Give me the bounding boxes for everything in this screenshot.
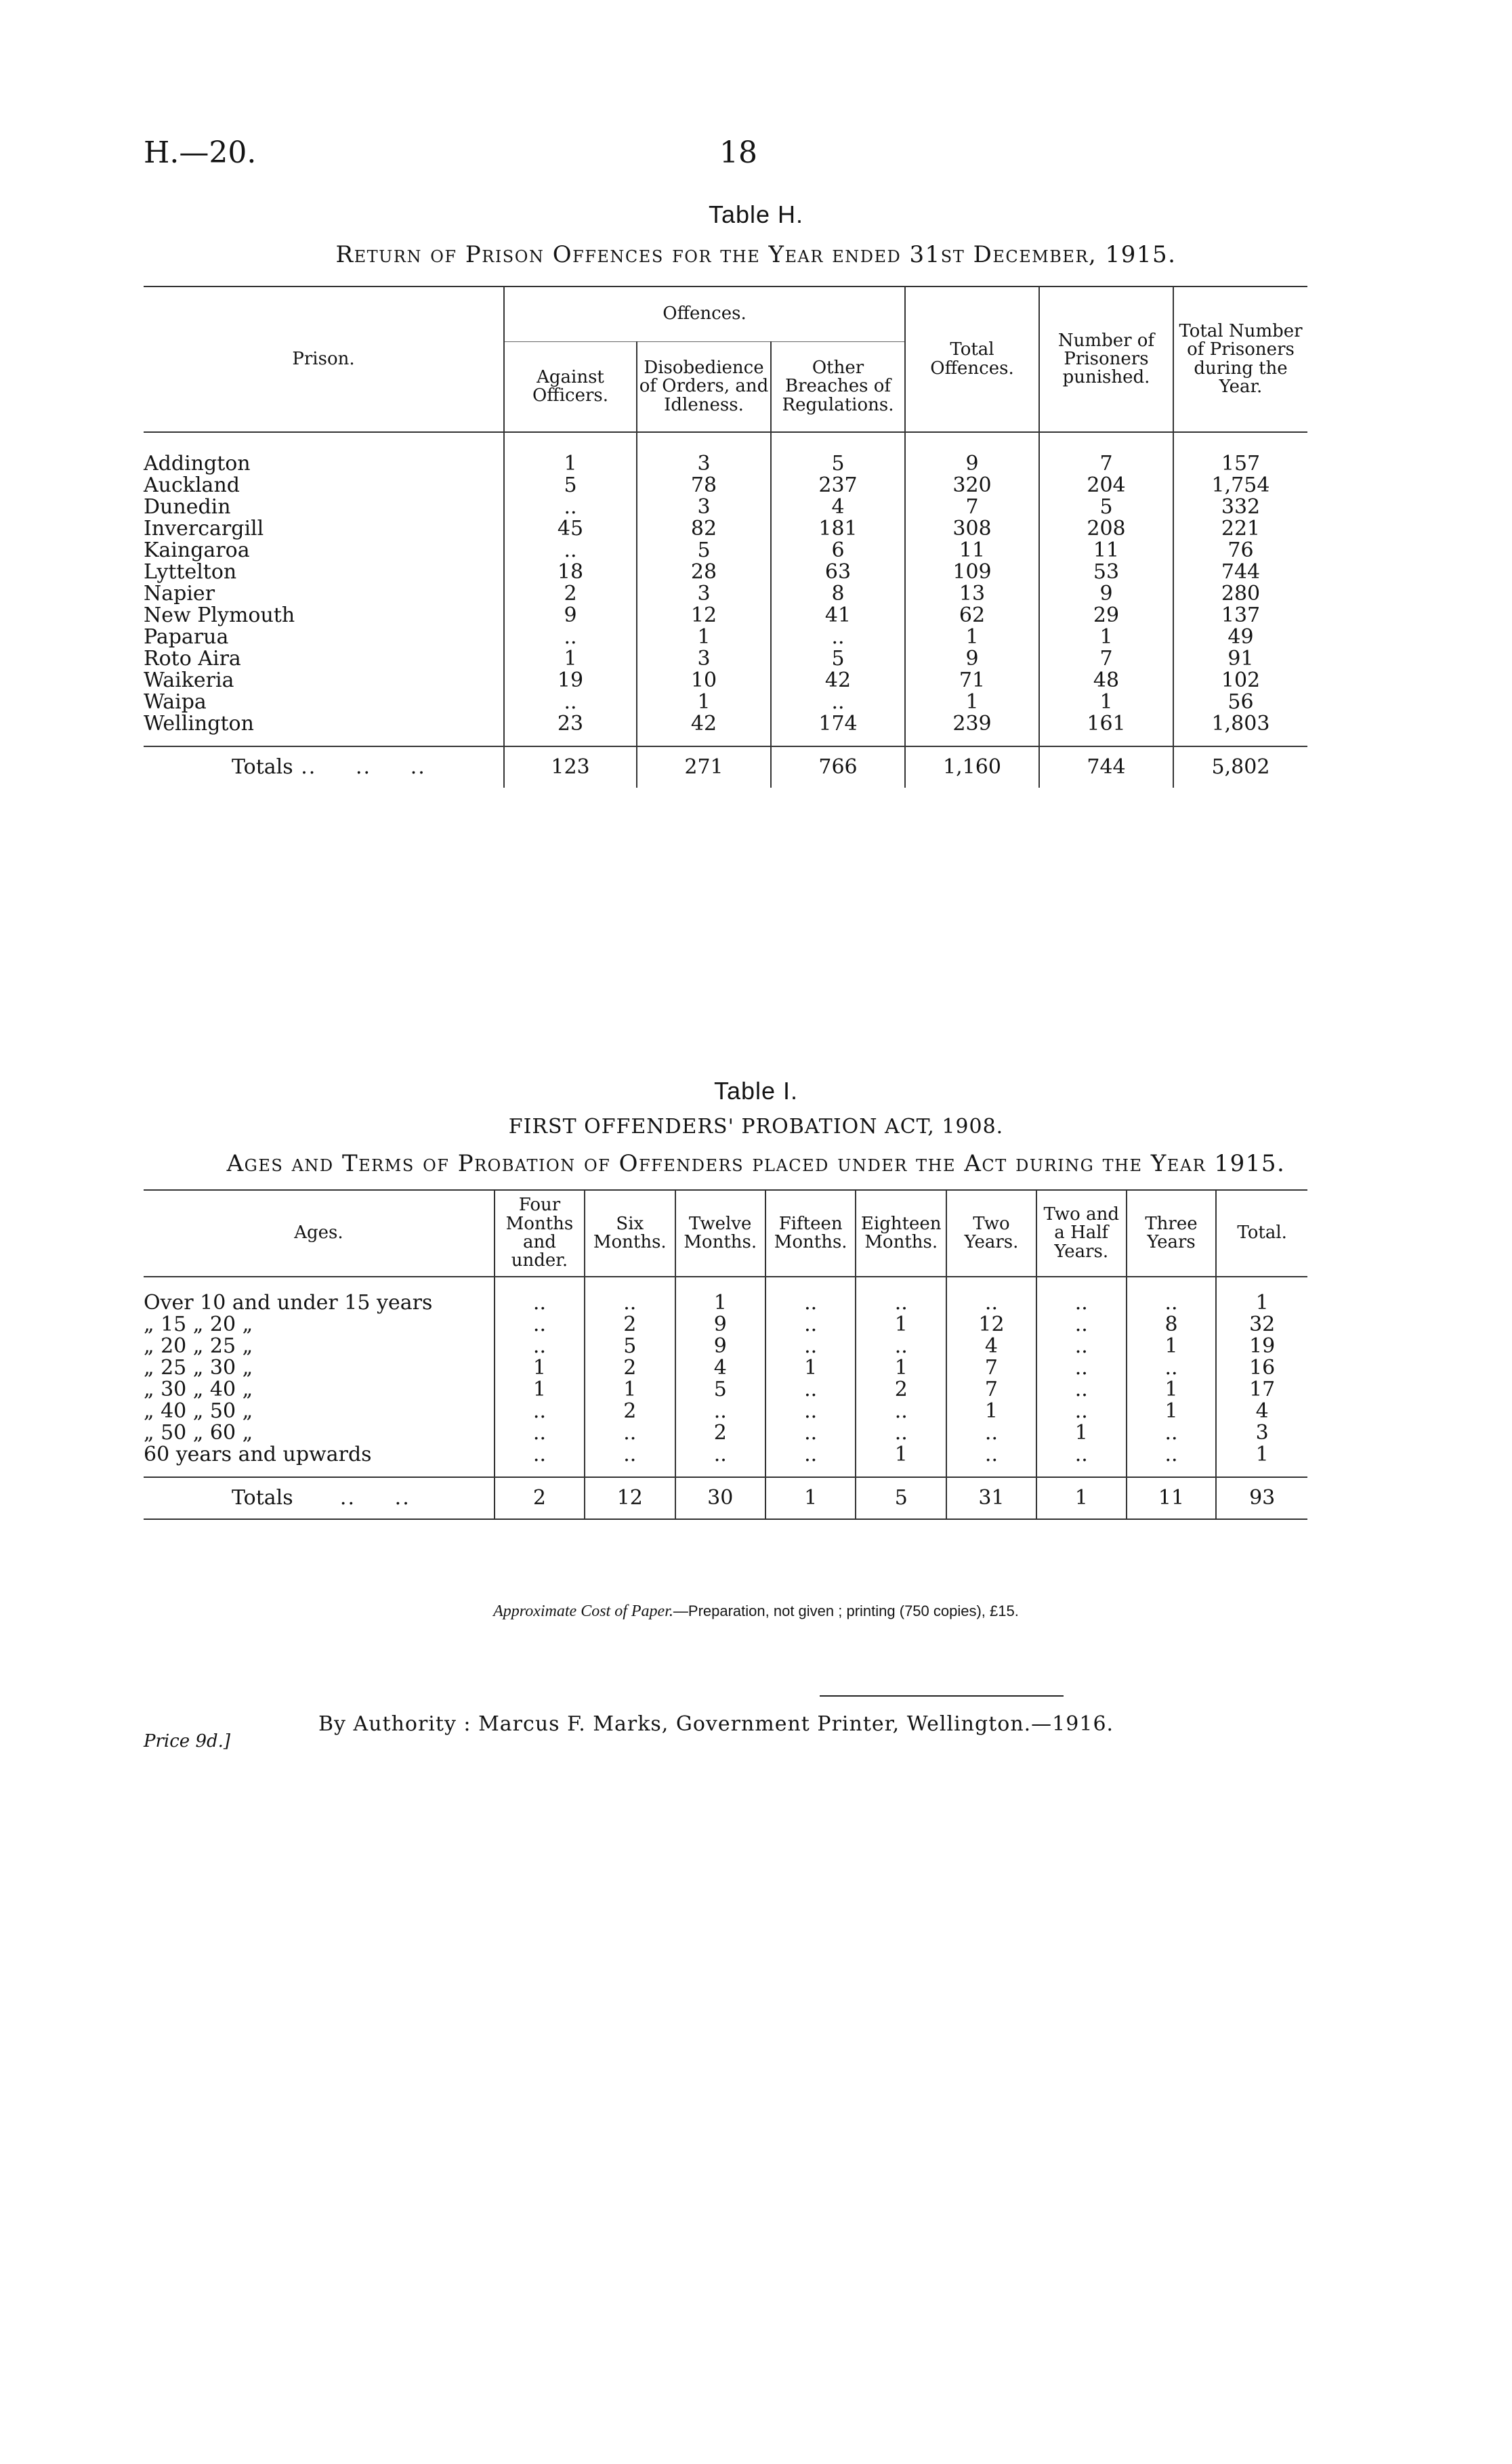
row-label: Dunedin [144,495,231,519]
data-cell: 3 [637,453,771,475]
data-cell: 208 [1039,518,1173,540]
data-cell: 53 [1039,561,1173,583]
data-cell: .. [1127,1444,1217,1466]
data-cell: 1 [1039,626,1173,648]
col-total: Total. [1216,1190,1307,1277]
data-cell: 221 [1173,518,1307,540]
data-cell: 19 [1216,1336,1307,1357]
totals-cell: 1 [765,1477,856,1519]
data-cell: 7 [946,1357,1036,1379]
data-cell: .. [1127,1292,1217,1314]
data-cell: 3 [1216,1422,1307,1444]
data-cell: .. [1036,1336,1127,1357]
data-cell: 4 [1216,1401,1307,1422]
col-total-prisoners: Total Number of Prisoners during the Year. [1173,286,1307,432]
data-cell: 13 [905,583,1039,605]
data-cell: 71 [905,670,1039,692]
data-cell: .. [946,1292,1036,1314]
row-label: Waipa [144,690,207,714]
data-cell: .. [495,1422,585,1444]
data-cell: .. [495,1444,585,1466]
data-cell: 1,803 [1173,713,1307,735]
data-cell: 137 [1173,605,1307,626]
totals-cell: 11 [1127,1477,1217,1519]
data-cell: 9 [905,453,1039,475]
data-cell: 1 [637,692,771,713]
data-cell: .. [1036,1292,1127,1314]
row-label: Wellington [144,712,254,736]
data-cell: .. [495,1314,585,1336]
data-cell: 320 [905,475,1039,496]
data-cell: 2 [675,1422,765,1444]
col-eighteen-months: Eighteen Months. [856,1190,946,1277]
table-row [144,1444,1307,1466]
data-cell: .. [495,1292,585,1314]
data-cell: .. [1036,1357,1127,1379]
data-cell: 8 [1127,1314,1217,1336]
data-cell: 1 [905,626,1039,648]
totals-label: Totals .. .. .. [232,755,426,779]
table-row [144,648,1307,670]
data-cell: 1 [504,453,637,475]
row-label: Invercargill [144,517,264,540]
data-cell: 6 [771,540,905,561]
document-code: H.—20. [144,135,257,170]
data-cell: 7 [1039,453,1173,475]
row-label: Napier [144,582,215,606]
table-row [144,540,1307,561]
row-label: „ 50 „ 60 „ [144,1421,253,1445]
data-cell: 29 [1039,605,1173,626]
data-cell: .. [585,1292,675,1314]
data-cell: 12 [946,1314,1036,1336]
cost-of-paper [0,1602,1512,1621]
data-cell: 18 [504,561,637,583]
data-cell: 239 [905,713,1039,735]
table-row [144,475,1307,496]
data-cell: 4 [771,496,905,518]
data-cell: .. [1036,1444,1127,1466]
data-cell: 9 [675,1314,765,1336]
data-cell: 1 [856,1357,946,1379]
data-cell: 5 [675,1379,765,1401]
data-cell: 2 [585,1314,675,1336]
data-cell: .. [495,1336,585,1357]
table-row [144,692,1307,713]
table-row [144,1379,1307,1401]
price: Price 9d.] [144,1731,231,1751]
data-cell: .. [765,1336,856,1357]
row-label: Over 10 and under 15 years [144,1291,433,1315]
data-cell: .. [856,1422,946,1444]
data-cell: 157 [1173,453,1307,475]
row-label: „ 40 „ 50 „ [144,1399,253,1423]
data-cell: 4 [675,1357,765,1379]
row-label: Paparua [144,625,229,649]
data-cell: 3 [637,496,771,518]
data-cell: 1 [1127,1379,1217,1401]
data-cell: 1 [1127,1401,1217,1422]
data-cell: 78 [637,475,771,496]
table-row [144,561,1307,583]
data-cell: 12 [637,605,771,626]
data-cell: 181 [771,518,905,540]
data-cell: 2 [585,1401,675,1422]
table-row [144,496,1307,518]
table-row [144,1401,1307,1422]
totals-label: Totals .. .. [232,1486,411,1510]
data-cell: 308 [905,518,1039,540]
cost-label: Approximate Cost of Paper. [493,1602,673,1620]
data-cell: .. [856,1401,946,1422]
data-cell: 82 [637,518,771,540]
data-cell: 237 [771,475,905,496]
table-row [144,453,1307,475]
table-row [144,713,1307,735]
table-h-body [144,432,1307,746]
data-cell: 1 [905,692,1039,713]
col-total-offences: Total Offences. [905,286,1039,432]
data-cell: 161 [1039,713,1173,735]
table-row [144,1314,1307,1336]
row-label: Auckland [144,473,240,497]
table-row [144,518,1307,540]
data-cell: 5 [504,475,637,496]
data-cell: 1 [495,1357,585,1379]
row-label: „ 20 „ 25 „ [144,1334,253,1358]
data-cell: 280 [1173,583,1307,605]
data-cell: 1 [1216,1444,1307,1466]
table-i-act: FIRST OFFENDERS' PROBATION ACT, 1908. [508,1115,1004,1139]
data-cell: 42 [637,713,771,735]
data-cell: .. [495,1401,585,1422]
col-disobedience: Disobedience of Orders, and Idleness. [637,342,771,433]
data-cell: .. [1036,1379,1127,1401]
data-cell: .. [1036,1401,1127,1422]
data-cell: 7 [1039,648,1173,670]
table-row [144,1292,1307,1314]
data-cell: .. [504,540,637,561]
table-h-subtitle: Return of Prison Offences for the Year ended 31st December, 1915. [335,241,1177,268]
data-cell: 5 [637,540,771,561]
data-cell: 174 [771,713,905,735]
col-prison: Prison. [292,348,355,369]
data-cell: 9 [1039,583,1173,605]
data-cell: 76 [1173,540,1307,561]
data-cell: 7 [946,1379,1036,1401]
data-cell: .. [675,1444,765,1466]
data-cell: 17 [1216,1379,1307,1401]
data-cell: 63 [771,561,905,583]
data-cell: 1 [1039,692,1173,713]
data-cell: .. [504,626,637,648]
cost-text: —Preparation, not given ; printing (750 copies), £15. [673,1602,1019,1619]
data-cell: .. [765,1422,856,1444]
data-cell: 56 [1173,692,1307,713]
col-other-breaches: Other Breaches of Regulations. [771,342,905,433]
table-i-totals-row [144,1477,1307,1519]
data-cell: 49 [1173,626,1307,648]
data-cell: 1 [856,1444,946,1466]
data-cell: 41 [771,605,905,626]
totals-cell: 12 [585,1477,675,1519]
data-cell: 1 [946,1401,1036,1422]
data-cell: 1 [856,1314,946,1336]
data-cell: 10 [637,670,771,692]
table-row [144,1336,1307,1357]
data-cell: 1 [495,1379,585,1401]
col-twelve-months: Twelve Months. [675,1190,765,1277]
data-cell: 2 [856,1379,946,1401]
data-cell: 9 [675,1336,765,1357]
page-number: 18 [719,135,757,170]
data-cell: 5 [771,648,905,670]
data-cell: 62 [905,605,1039,626]
data-cell: .. [765,1444,856,1466]
totals-cell: 31 [946,1477,1036,1519]
data-cell: 4 [946,1336,1036,1357]
data-cell: 109 [905,561,1039,583]
data-cell: 3 [637,648,771,670]
data-cell: .. [946,1444,1036,1466]
totals-cell: 5 [856,1477,946,1519]
data-cell: .. [771,692,905,713]
data-cell: 91 [1173,648,1307,670]
col-two-half-years: Two and a Half Years. [1036,1190,1127,1277]
data-cell: 8 [771,583,905,605]
data-cell: 1 [585,1379,675,1401]
col-four-months: Four Months and under. [495,1190,585,1277]
data-cell: 2 [504,583,637,605]
table-row [144,670,1307,692]
row-label: Waikeria [144,668,234,692]
data-cell: 1 [1127,1336,1217,1357]
data-cell: 1 [1036,1422,1127,1444]
totals-cell: 2 [495,1477,585,1519]
data-cell: 32 [1216,1314,1307,1336]
table-row [144,605,1307,626]
data-cell: 1 [1216,1292,1307,1314]
col-three-years: Three Years [1127,1190,1217,1277]
data-cell: .. [504,692,637,713]
data-cell: .. [1127,1357,1217,1379]
data-cell: .. [946,1422,1036,1444]
data-cell: 1,754 [1173,475,1307,496]
table-h-title: Table H. [708,200,804,228]
col-prisoners-punished: Number of Prisoners punished. [1039,286,1173,432]
table-h-totals-row [144,746,1307,788]
data-cell: .. [765,1292,856,1314]
data-cell: 5 [585,1336,675,1357]
data-cell: 5 [1039,496,1173,518]
col-fifteen-months: Fifteen Months. [765,1190,856,1277]
table-i-title: Table I. [713,1077,799,1105]
data-cell: .. [856,1336,946,1357]
data-cell: 1 [504,648,637,670]
data-cell: 332 [1173,496,1307,518]
data-cell: .. [771,626,905,648]
data-cell: 11 [1039,540,1173,561]
data-cell: .. [1036,1314,1127,1336]
row-label: Lyttelton [144,560,237,584]
data-cell: 1 [637,626,771,648]
authority-line: By Authority : Marcus F. Marks, Government Printer, Wellington.—1916. [318,1712,1114,1736]
totals-cell: 766 [771,746,905,788]
row-label: „ 15 „ 20 „ [144,1313,253,1336]
table-row [144,1357,1307,1379]
col-ages: Ages. [294,1223,343,1244]
data-cell: 16 [1216,1357,1307,1379]
data-cell: 7 [905,496,1039,518]
table-row [144,626,1307,648]
totals-cell: 123 [504,746,637,788]
data-cell: 9 [905,648,1039,670]
row-label: „ 25 „ 30 „ [144,1356,253,1380]
data-cell: 48 [1039,670,1173,692]
data-cell: 102 [1173,670,1307,692]
data-cell: 2 [585,1357,675,1379]
data-cell: 11 [905,540,1039,561]
data-cell: 1 [765,1357,856,1379]
row-label: Kaingaroa [144,538,250,562]
row-label: Roto Aira [144,647,241,671]
totals-cell: 1 [1036,1477,1127,1519]
col-offences-group: Offences. [504,286,905,342]
totals-cell: 1,160 [905,746,1039,788]
data-cell: 744 [1173,561,1307,583]
data-cell: .. [585,1444,675,1466]
data-cell: 23 [504,713,637,735]
data-cell: .. [765,1314,856,1336]
data-cell: 19 [504,670,637,692]
data-cell: .. [765,1379,856,1401]
totals-cell: 30 [675,1477,765,1519]
row-label: Addington [144,452,251,475]
data-cell: 42 [771,670,905,692]
totals-cell: 271 [637,746,771,788]
col-against-officers: Against Officers. [504,342,637,433]
row-label: New Plymouth [144,603,295,627]
table-row [144,1422,1307,1444]
data-cell: .. [1127,1422,1217,1444]
data-cell: 45 [504,518,637,540]
data-cell: .. [585,1422,675,1444]
data-cell: 5 [771,453,905,475]
data-cell: 1 [675,1292,765,1314]
col-six-months: Six Months. [585,1190,675,1277]
row-label: 60 years and upwards [144,1443,372,1466]
table-h-prison-offences [144,286,1307,788]
table-row [144,583,1307,605]
data-cell: 9 [504,605,637,626]
totals-cell: 93 [1216,1477,1307,1519]
table-i-probation [144,1189,1307,1520]
table-i-body [144,1277,1307,1477]
data-cell: .. [765,1401,856,1422]
totals-cell: 744 [1039,746,1173,788]
data-cell: 204 [1039,475,1173,496]
data-cell: 3 [637,583,771,605]
data-cell: .. [504,496,637,518]
data-cell: .. [675,1401,765,1422]
table-i-subtitle: Ages and Terms of Probation of Offenders placed under the Act during the Year 1915. [226,1150,1286,1177]
row-label: „ 30 „ 40 „ [144,1378,253,1401]
data-cell: 28 [637,561,771,583]
totals-cell: 5,802 [1173,746,1307,788]
footer-rule [820,1695,1064,1697]
data-cell: .. [856,1292,946,1314]
col-two-years: Two Years. [946,1190,1036,1277]
